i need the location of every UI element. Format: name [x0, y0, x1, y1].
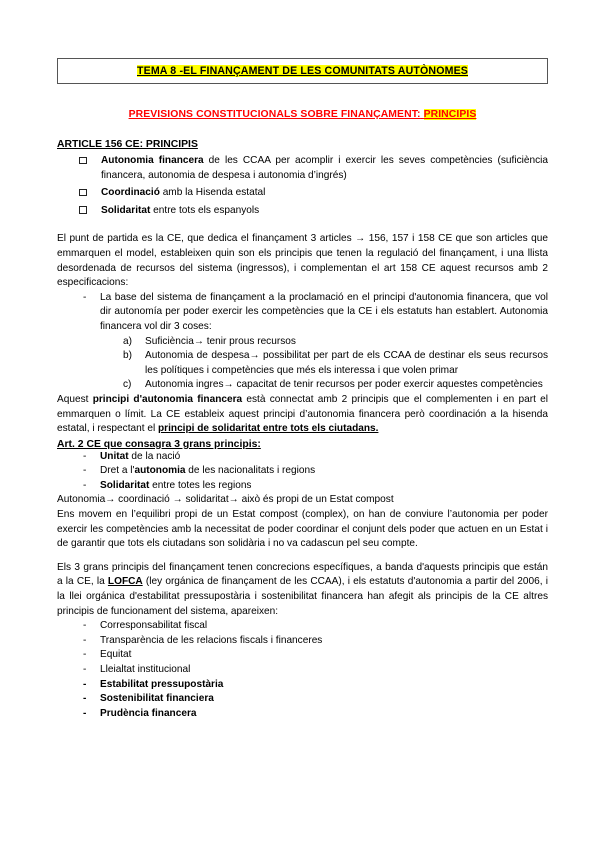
checkbox-item-bold: Autonomia financera [101, 155, 204, 166]
p5-part2: (ley orgánica de finançament de les CCAA), i els estatuts d'autonomia a partir del 2006, i la llei orgánica d'estabilitat pressupostària i sostenibilitat financera han afegit als principis de la CE altres principis de funcionament del sistema, apareixen: [57, 576, 548, 617]
dash-list-item: - Equitat [79, 648, 548, 663]
checkbox-list-item [79, 154, 548, 183]
alpha-item-text: Suficiència→ tenir prous recursos [145, 335, 296, 347]
dash-list-item: - Corresponsabilitat fiscal [79, 619, 548, 634]
art2-bold: Unitat [100, 450, 129, 462]
dash-list-item: - Estabilitat pressupostària [79, 678, 548, 693]
heading-article-156: ARTICLE 156 CE: PRINCIPIS [57, 139, 198, 150]
checkbox-item-text: amb la Hisenda estatal [159, 187, 266, 199]
paragraph-starting-point: El punt de partida es la CE, que dedica el finançament 3 articles → 156, 157 i 158 CE que son articles que emmarquen el model, estableixen quin son els principis que tenen la regulació del finançament, i una llista desordenada de recursos del sistema (ingressos), i complementan el art 158 CE aquest recursos amb 2 especificacions: [57, 233, 548, 289]
subtitle-highlighted: PRINCIPIS [423, 109, 477, 120]
subtitle [129, 109, 477, 120]
checkbox-icon[interactable] [79, 189, 87, 197]
dash-list-item: - Transparència de les relacions fiscals i financeres [79, 634, 548, 649]
checkbox-item-text: entre tots els espanyols [150, 204, 260, 216]
dash-list-item [79, 479, 548, 494]
p5-part1: Els 3 grans principis del finançament tenen concrecions específiques, a banda d'aquests principis que están a la CE, la [57, 561, 548, 588]
subtitle-row [57, 104, 548, 122]
checkbox-item-bold: Coordinació [101, 187, 160, 199]
alpha-marker: b) [123, 350, 132, 362]
p2-bold-underline-solidaritat: principi de solidaritat entre tots els ciutadans. [158, 423, 379, 435]
subtitle-plain: PREVISIONS CONSTITUCIONALS SOBRE FINANÇAMENT: [128, 109, 421, 120]
checkbox-item-text: de les CCAA per acomplir i exercir les seves competències (suficiència financera, autonomia de despesa i autonomia d’ingrés) [101, 155, 549, 181]
p5-bold-underline-lofca: LOFCA [107, 576, 143, 588]
paragraph-lofca [57, 561, 548, 619]
checkbox-list [57, 154, 548, 218]
dash-list-base [57, 291, 548, 335]
alpha-item-text: Autonomia de despesa→ possibilitat per part de els CCAA de destinar els seus recursos les polítiques i competències que més els interessa i que volen primar [145, 350, 548, 376]
paragraph-autonomia-coordinacio: Autonomia→ coordinació → solidaritat→ això és propi de un Estat compost [57, 494, 394, 506]
dash-list-item [79, 450, 548, 465]
checkbox-list-item [79, 204, 548, 219]
art2-bold: Solidaritat [100, 479, 150, 491]
alpha-marker: a) [123, 335, 132, 347]
p2-part1: Aquest [57, 393, 93, 405]
alpha-item-text: Autonomia ingres→ capacitat de tenir recursos per poder exercir aquestes competències [145, 379, 543, 391]
dash-list-item: - Lleialtat institucional [79, 663, 548, 678]
alpha-list-item [123, 335, 548, 350]
checkbox-list-item [79, 186, 548, 201]
art2-rest: de les nacionalitats i regions [185, 465, 316, 477]
checkbox-item-bold: Solidaritat [101, 204, 151, 216]
dash-list-item: - La base del sistema de finançament a la proclamació en el principi d'autonomia financera, que vol dir autonomía per poder exercir les competències que la CE i els estatuts han establert. Autonomia financera vol dir 3 coses: [79, 291, 548, 335]
dash-list-art2 [57, 450, 548, 494]
alpha-list [57, 335, 548, 393]
checkbox-icon[interactable] [79, 206, 87, 214]
dash-list-item: - Sostenibilitat financiera [79, 692, 548, 707]
checkbox-icon[interactable] [79, 157, 87, 165]
document-title-box [57, 58, 548, 84]
art2-bold: autonomia [134, 465, 186, 477]
alpha-marker: c) [123, 379, 132, 391]
dash-list-item [79, 464, 548, 479]
heading-art-2-ce: Art. 2 CE que consagra 3 grans principis: [57, 438, 261, 450]
spacer [57, 218, 548, 232]
art2-rest: entre totes les regions [149, 479, 252, 491]
p2-part2: està connectat amb 2 principis que el complementen i en part el emmarquen o límit. La CE estableix aquest principi d’autonomia financera però coordinación a la hisenda estatal, i respectant el [57, 393, 548, 435]
art2-pre: Dret a l' [100, 465, 135, 477]
p2-bold-principi: principi d'autonomia financera [92, 393, 243, 405]
art2-rest: de la nació [128, 450, 181, 462]
alpha-list-item [123, 378, 548, 393]
page-title: TEMA 8 -EL FINANÇAMENT DE LES COMUNITATS AUTÒNOMES [137, 65, 468, 77]
paragraph-autonomia-financera [57, 393, 548, 437]
dash-list-principis [57, 619, 548, 721]
alpha-list-item [123, 349, 548, 378]
paragraph-equilibri: Ens movem en l’equilibri propi de un Estat compost (complex), on han de conviure l’autonomia per poder exercir les competències amb la necessitat de poder coordinar el conjunt dels poder que actuen en un Estat i de garantir que tots els ciutadans son solidària i no va cadascun pel seu compte. [57, 509, 548, 550]
dash-list-item: - Prudència financera [79, 707, 548, 722]
spacer [57, 552, 548, 561]
